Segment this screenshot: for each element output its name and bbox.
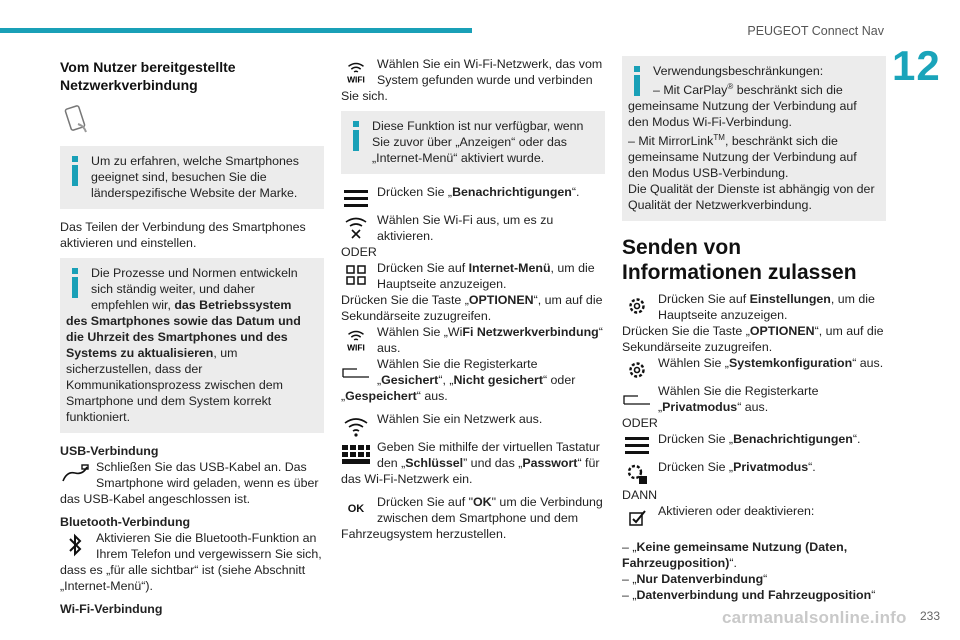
info-text: Um zu erfahren, welche Smartphones geeignet sind, besuchen Sie die länderspezifische Website der Marke. — [91, 154, 299, 200]
wifi-off-step: Wählen Sie Wi-Fi aus, um es zu aktivieren. — [377, 213, 554, 243]
internet-menu-icon — [341, 262, 371, 288]
info-box — [341, 111, 605, 174]
share-step: Wählen Sie „WiFi Netzwerkverbindung“ aus. — [377, 325, 603, 355]
subheading-bluetooth: Bluetooth-Verbindung — [60, 515, 191, 529]
usb-text: Schließen Sie das USB-Kabel an. Das Smartphone wird geladen, wenn es über das USB-Kabel angeschlossen ist. — [60, 460, 319, 506]
subheading-usb: USB-Verbindung — [60, 444, 159, 458]
checkbox-icon — [622, 505, 652, 531]
svg-text:WIFI: WIFI — [347, 74, 365, 84]
column-2 — [341, 56, 605, 542]
watermark: carmanualsonline.info — [722, 608, 907, 627]
toggle-step: Aktivieren oder deaktivieren: — [658, 504, 815, 519]
system-config-step: Wählen Sie „Systemkonfiguration“ aus. — [658, 356, 884, 371]
usb-cable-icon — [60, 461, 90, 487]
smartphone-icon — [62, 104, 92, 134]
notifications-icon — [622, 433, 652, 459]
info-box — [60, 146, 324, 209]
wifi-step: Wählen Sie ein Wi-Fi-Netzwerk, das vom System gefunden wurde und verbinden Sie sich. — [341, 57, 603, 103]
options-step: Drücken Sie die Taste „OPTIONEN“, um auf die Sekundärseite zuzugreifen. — [622, 324, 884, 355]
info-icon — [353, 121, 360, 151]
info-box — [60, 258, 324, 433]
column-3 — [622, 56, 886, 603]
or-label: ODER — [341, 245, 377, 259]
wifi-icon — [341, 413, 371, 439]
notifications-step: Drücken Sie „Benachrichtigungen“. — [658, 432, 861, 447]
keyboard-step: Geben Sie mithilfe der virtuellen Tastatur den „Schlüssel” und das „Passwort“ für das Wi-Fi-Netzwerk ein. — [341, 440, 600, 486]
subheading-wifi: Wi-Fi-Verbindung — [60, 602, 163, 616]
svg-text:WIFI: WIFI — [347, 342, 365, 352]
privacy-icon — [622, 461, 652, 487]
settings-gear-icon — [622, 293, 652, 319]
privacy-tab-step: Wählen Sie die Registerkarte „Privatmodus“ aus. — [658, 384, 819, 415]
then-label: DANN — [622, 488, 658, 503]
settings-step: Drücken Sie auf Einstellungen, um die Hauptseite anzuzeigen. — [658, 292, 875, 323]
ok-step: Drücken Sie auf "OK" um die Verbindung zwischen dem Smartphone und dem Fahrzeugsystem herzustellen. — [341, 495, 603, 541]
chapter-number: 12 — [892, 42, 941, 89]
header-accent-bar — [0, 28, 472, 33]
column-1 — [60, 56, 324, 617]
section-heading: Senden von Informationen zulassen — [622, 236, 857, 285]
network-step: Wählen Sie ein Netzwerk aus. — [377, 412, 543, 426]
info-icon — [72, 268, 79, 298]
ok-icon: OK — [347, 503, 365, 515]
wifi-label-icon — [341, 58, 371, 84]
brand-title: PEUGEOT Connect Nav — [747, 24, 884, 38]
or-label: ODER — [622, 416, 658, 431]
tab-icon — [341, 358, 371, 384]
keyboard-icon — [341, 441, 371, 467]
wifi-off-icon — [341, 214, 371, 240]
notifications-icon — [341, 186, 371, 212]
notifications-step: Drücken Sie „Benachrichtigungen“. — [377, 185, 580, 199]
paragraph: Das Teilen der Verbindung des Smartphones aktivieren und einstellen. — [60, 220, 306, 250]
privacy-step: Drücken Sie „Privatmodus“. — [658, 460, 816, 475]
options-step: Drücken Sie die Taste „OPTIONEN“, um auf die Sekundärseite zuzugreifen. — [341, 293, 603, 323]
section-heading: Vom Nutzer bereitgestellte Netzwerkverbindung — [60, 59, 236, 93]
option-data-only: – „Nur Datenverbindung“ — [622, 572, 768, 587]
option-no-sharing: – „Keine gemeinsame Nutzung (Daten, Fahrzeugposition)“. — [622, 540, 848, 571]
tab-step: Wählen Sie die Registerkarte „Gesichert“, „Nicht gesichert“ oder „Gespeichert“ aus. — [341, 357, 576, 403]
info-box — [622, 56, 886, 221]
bluetooth-icon — [60, 532, 90, 558]
info-text: Diese Funktion ist nur verfügbar, wenn Sie zuvor über „Anzeigen“ oder das „Internet-Menü“ aktiviert wurde. — [372, 119, 584, 165]
info-icon — [634, 66, 641, 96]
bluetooth-text: Aktivieren Sie die Bluetooth-Funktion an Ihrem Telefon und vergewissern Sie sich, dass es „für alle sichtbar“ ist (siehe Abschnitt „Internet-Menü“). — [60, 531, 322, 593]
info-text: Die Prozesse und Normen entwickeln sich ständig weiter, und daher empfehlen wir, das Betriebssystem des Smartphones sowie das Datum und die Uhrzeit des Smartphones und des Systems zu aktualisieren, um sicherzustellen, dass der Kommunikationsprozess zwischen dem Smartphone und dem System korrekt funktioniert. — [66, 266, 301, 424]
option-data-and-position: – „Datenverbindung und Fahrzeugposition“ — [622, 588, 876, 603]
wifi-label-icon — [341, 326, 371, 352]
info-icon — [72, 156, 79, 186]
tab-icon — [622, 385, 652, 411]
internet-menu-step: Drücken Sie auf Internet-Menü, um die Hauptseite anzuzeigen. — [377, 261, 595, 291]
page-number: 233 — [919, 609, 940, 623]
settings-gear-icon — [622, 357, 652, 383]
info-text: Verwendungsbeschränkungen: – Mit CarPlay® beschränkt sich die gemeinsame Nutzung der Verbindung auf den Modus Wi-Fi-Verbindung. – Mit MirrorLink™, beschränkt sich die gemeinsame Nutzung der Verbindung auf den Modus USB-Verbindung. Die Qualität der Dienste ist abhängig von der Qualität der Netzwerkverbindung. — [628, 64, 875, 213]
